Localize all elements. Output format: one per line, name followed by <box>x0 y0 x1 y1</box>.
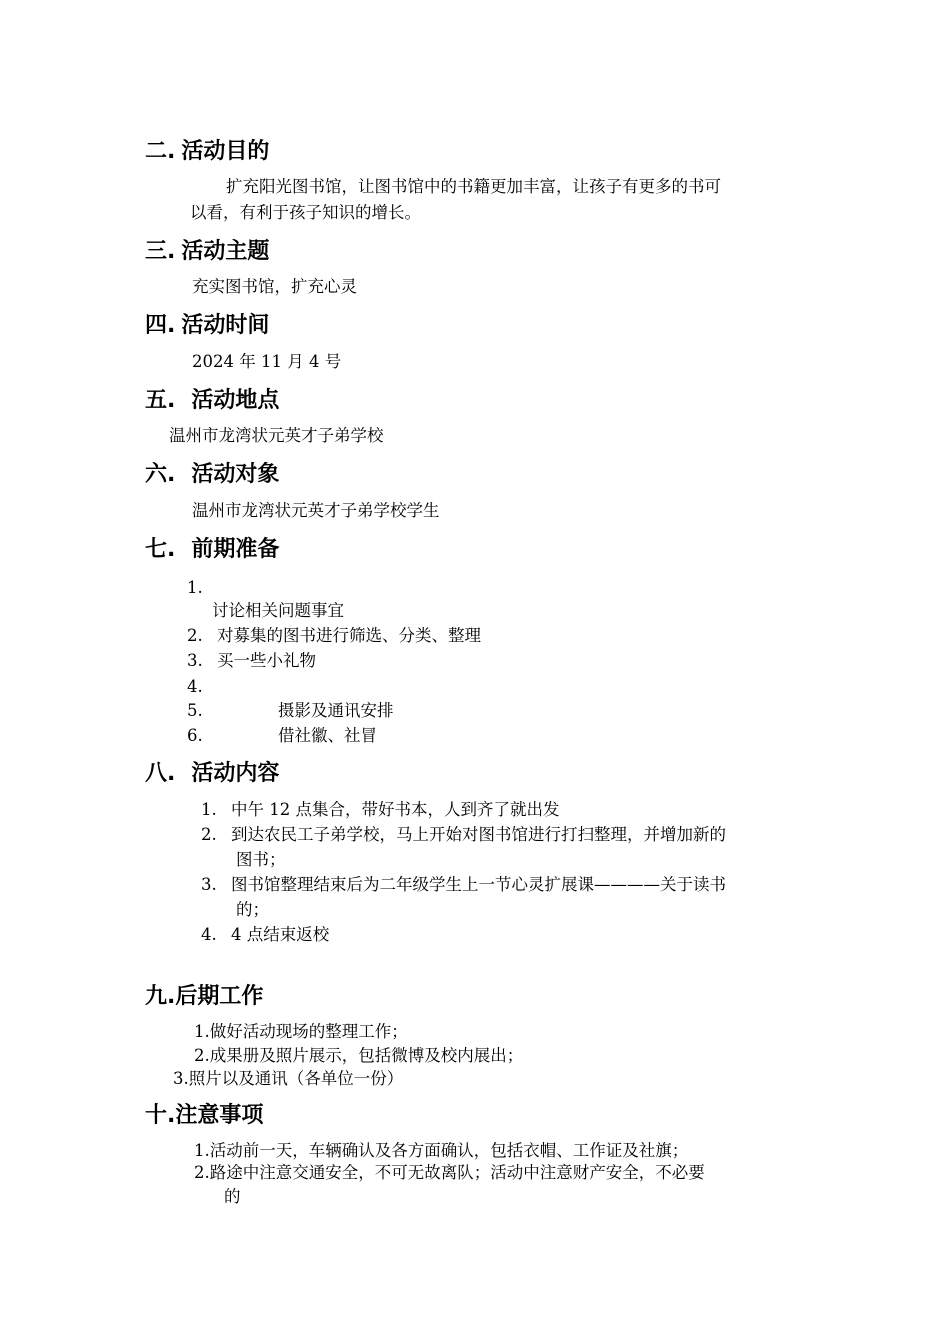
list-item-text: 借社徽、社冒 <box>278 726 377 745</box>
section-title: 活动时间 <box>181 313 270 338</box>
list-item-text: 路途中注意交通安全，不可无故离队；活动中注意财产安全，不必要 <box>209 1163 705 1182</box>
list-item <box>187 725 377 747</box>
list-item-text: 活动前一天，车辆确认及各方面确认，包括衣帽、工作证及社旗； <box>209 1141 689 1160</box>
list-number: 2. <box>187 626 203 645</box>
list-item-continuation: 图书； <box>236 850 286 869</box>
list-item-continuation: 的 <box>224 1187 241 1206</box>
location-text: 温州市龙湾状元英才子弟学校 <box>169 426 384 445</box>
list-item-text: 到达农民工子弟学校，马上开始对图书馆进行打扫整理，并增加新的 <box>231 825 726 844</box>
section-heading-time <box>145 313 269 339</box>
list-item <box>187 700 394 722</box>
section-heading-followup <box>145 984 263 1010</box>
section-heading-purpose <box>145 139 269 165</box>
section-heading-theme <box>145 239 269 265</box>
list-number: 6. <box>187 726 203 745</box>
list-number: 1. <box>194 1141 210 1160</box>
list-item-continuation: 的； <box>236 900 269 919</box>
list-item-text: 照片以及通讯（各单位一份） <box>188 1069 404 1088</box>
list-number: 2. <box>201 825 217 844</box>
list-item-text: 4 点结束返校 <box>231 925 330 944</box>
list-item <box>194 1021 408 1043</box>
list-item-text: 摄影及通讯安排 <box>278 701 394 720</box>
section-heading-content <box>145 761 279 787</box>
list-item <box>187 577 203 599</box>
list-item <box>201 874 726 896</box>
section-number: 十. <box>145 1103 176 1128</box>
list-item <box>187 625 481 647</box>
list-number: 1. <box>187 578 203 597</box>
section-number: 七. <box>145 537 176 562</box>
list-number: 2. <box>194 1163 210 1182</box>
section-heading-notes <box>145 1103 263 1129</box>
list-item <box>201 924 329 946</box>
list-item-text: 讨论相关问题事宜 <box>212 601 344 620</box>
list-item-text: 中午 12 点集合，带好书本，人到齐了就出发 <box>231 800 560 819</box>
purpose-paragraph-line2: 以看，有利于孩子知识的增长。 <box>190 203 421 222</box>
section-number: 六. <box>145 462 176 487</box>
section-number: 三. <box>145 239 176 264</box>
purpose-paragraph-line1: 扩充阳光图书馆，让图书馆中的书籍更加丰富，让孩子有更多的书可 <box>226 177 721 196</box>
list-item <box>194 1045 523 1067</box>
section-number: 五. <box>145 388 176 413</box>
section-number: 九. <box>145 984 176 1009</box>
list-number: 2. <box>194 1046 210 1065</box>
section-title: 活动目的 <box>181 139 270 164</box>
list-item-text: 买一些小礼物 <box>217 651 316 670</box>
list-item <box>194 1140 688 1162</box>
list-number: 5. <box>187 701 203 720</box>
section-number: 八. <box>145 761 176 786</box>
list-item <box>187 650 316 672</box>
section-heading-location <box>145 388 279 414</box>
section-title: 活动对象 <box>191 462 280 487</box>
list-item <box>173 1068 403 1090</box>
list-item <box>187 676 203 698</box>
list-item <box>194 1162 705 1184</box>
section-number: 二. <box>145 139 176 164</box>
section-title: 活动主题 <box>181 239 270 264</box>
time-text: 2024 年 11 月 4 号 <box>192 352 342 371</box>
list-number: 3. <box>201 875 217 894</box>
list-item <box>212 600 344 622</box>
section-number: 四. <box>145 313 176 338</box>
list-item-text: 对募集的图书进行筛选、分类、整理 <box>217 626 481 645</box>
list-item <box>201 799 560 821</box>
list-number: 4. <box>187 677 203 696</box>
list-number: 1. <box>201 800 217 819</box>
list-number: 3. <box>187 651 203 670</box>
list-number: 1. <box>194 1022 210 1041</box>
list-item-text: 图书馆整理结束后为二年级学生上一节心灵扩展课————关于读书 <box>231 875 726 894</box>
audience-text: 温州市龙湾状元英才子弟学校学生 <box>192 501 440 520</box>
section-title: 活动地点 <box>191 388 280 413</box>
list-item <box>201 824 726 846</box>
section-heading-preparation <box>145 537 279 563</box>
list-item-text: 做好活动现场的整理工作； <box>209 1022 408 1041</box>
section-title: 后期工作 <box>175 984 264 1009</box>
list-number: 3. <box>173 1069 189 1088</box>
section-title: 活动内容 <box>191 761 280 786</box>
theme-text: 充实图书馆，扩充心灵 <box>192 277 357 296</box>
list-item-text: 成果册及照片展示，包括微博及校内展出； <box>209 1046 524 1065</box>
section-title: 注意事项 <box>175 1103 264 1128</box>
list-number: 4. <box>201 925 217 944</box>
section-heading-audience <box>145 462 279 488</box>
section-title: 前期准备 <box>191 537 280 562</box>
